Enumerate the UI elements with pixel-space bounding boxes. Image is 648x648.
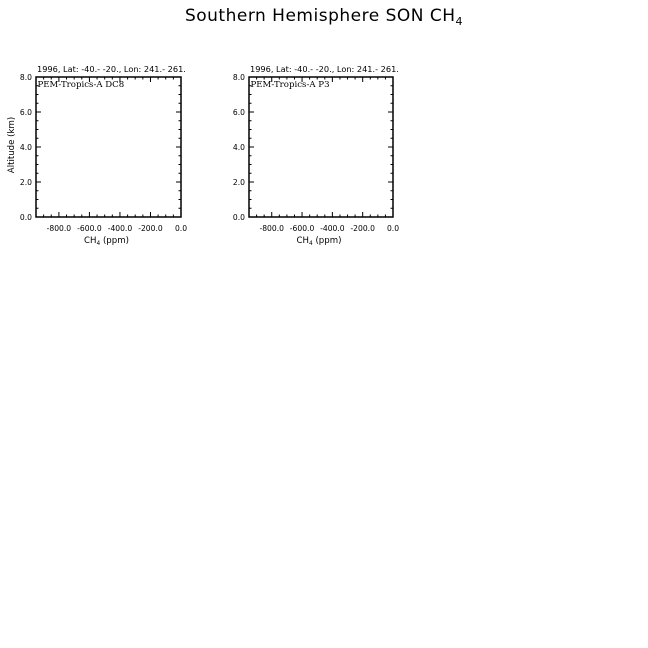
page-title-text: Southern Hemisphere SON CH — [184, 6, 456, 26]
y-tick-label: 8.0 — [232, 72, 245, 82]
x-tick-label: -200.0 — [350, 224, 375, 233]
x-tick-label: 0.0 — [174, 224, 188, 233]
y-tick-label: 2.0 — [19, 177, 32, 187]
x-axis-label-main: CH — [296, 236, 310, 246]
chart-panel-2 — [233, 64, 399, 247]
x-tick-label: -800.0 — [259, 224, 284, 233]
x-tick-label: -400.0 — [107, 224, 133, 233]
x-tick-label: -800.0 — [46, 224, 72, 233]
x-axis-label — [84, 236, 129, 247]
panel-annotation: PEM-Tropics-A DC8 — [37, 80, 125, 90]
x-axis-label-subscript: 4 — [309, 241, 313, 247]
y-tick-label: 0.0 — [19, 212, 32, 222]
y-axis-label: Altitude (km) — [7, 116, 17, 174]
y-tick-label: 2.0 — [232, 177, 245, 187]
x-tick-label: -200.0 — [138, 224, 163, 233]
plot-frame — [36, 77, 181, 217]
x-axis-label-unit: (ppm) — [312, 236, 342, 246]
y-tick-label: 8.0 — [19, 72, 32, 82]
x-axis-label-main: CH — [84, 236, 97, 246]
x-axis-label-subscript: 4 — [96, 241, 101, 247]
y-tick-label: 6.0 — [232, 107, 245, 117]
x-axis-label-unit: (ppm) — [100, 236, 129, 246]
plot-frame — [249, 77, 393, 217]
x-axis-label — [297, 236, 342, 247]
x-tick-label: -600.0 — [289, 224, 315, 233]
chart-panel-1 — [7, 64, 187, 247]
y-tick-label: 0.0 — [232, 212, 245, 222]
panel-annotation: PEM-Tropics-A P3 — [250, 80, 330, 90]
y-tick-label: 4.0 — [232, 142, 245, 152]
panel-header: 1996, Lat: -40.- -20., Lon: 241.- 261. — [37, 64, 186, 74]
x-tick-label: -600.0 — [77, 224, 102, 233]
x-tick-label: 0.0 — [386, 224, 400, 233]
page-title-subscript: 4 — [455, 15, 464, 28]
x-tick-label: -400.0 — [320, 224, 345, 233]
y-tick-label: 4.0 — [19, 142, 32, 152]
panel-header: 1996, Lat: -40.- -20., Lon: 241.- 261. — [250, 64, 399, 74]
y-tick-label: 6.0 — [19, 107, 32, 117]
